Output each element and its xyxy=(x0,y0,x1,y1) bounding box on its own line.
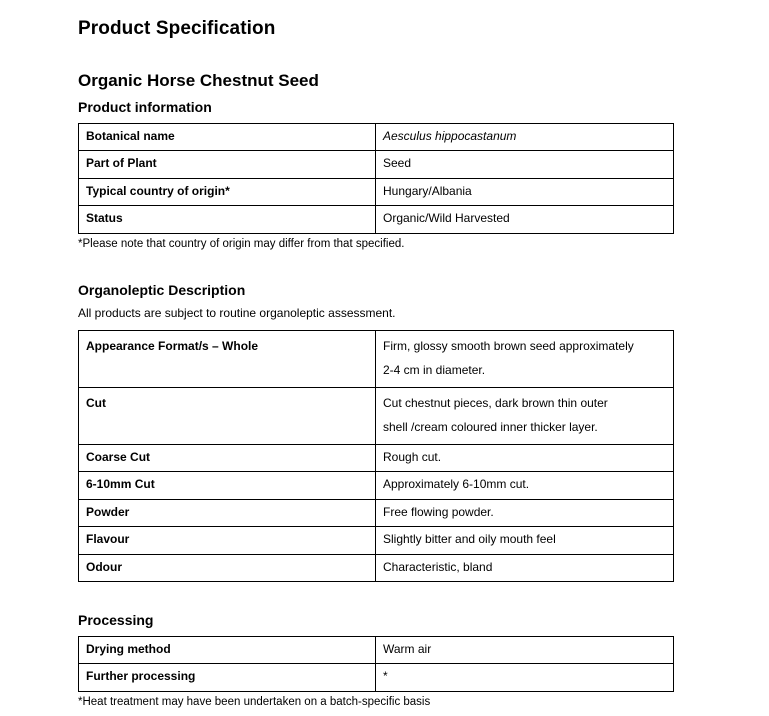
row-label xyxy=(79,388,376,445)
table-row xyxy=(79,123,674,150)
table-row xyxy=(79,151,674,178)
row-label: Status xyxy=(79,206,376,233)
table-row xyxy=(79,331,674,388)
row-value xyxy=(376,388,674,445)
row-label xyxy=(79,331,376,388)
page-title: Product Specification xyxy=(78,18,276,39)
row-value: Seed xyxy=(376,151,674,178)
row-label: Drying method xyxy=(79,636,376,663)
row-value-line: shell /cream coloured inner thicker layer. xyxy=(383,419,598,434)
row-label-line: Cut xyxy=(86,396,106,411)
row-value xyxy=(376,331,674,388)
row-value-line: Firm, glossy smooth brown seed approximately xyxy=(383,339,634,354)
row-label: Further processing xyxy=(79,664,376,691)
row-label: Typical country of origin* xyxy=(79,178,376,205)
row-value: Aesculus hippocastanum xyxy=(376,123,674,150)
section-heading-product-information: Product information xyxy=(78,99,212,116)
row-label: Powder xyxy=(79,499,376,526)
row-label: Botanical name xyxy=(79,123,376,150)
row-value-line: 2-4 cm in diameter. xyxy=(383,362,486,377)
organoleptic-table xyxy=(78,330,674,582)
table-row xyxy=(79,554,674,581)
product-information-table xyxy=(78,123,674,234)
table-row xyxy=(79,178,674,205)
row-label: Part of Plant xyxy=(79,151,376,178)
row-value: Warm air xyxy=(376,636,674,663)
row-label: Coarse Cut xyxy=(79,445,376,472)
product-information-footnote: *Please note that country of origin may differ from that specified. xyxy=(78,237,405,250)
row-label: 6-10mm Cut xyxy=(79,472,376,499)
section-heading-organoleptic: Organoleptic Description xyxy=(78,282,246,299)
organoleptic-intro: All products are subject to routine organoleptic assessment. xyxy=(78,305,396,320)
row-value: Approximately 6-10mm cut. xyxy=(376,472,674,499)
processing-footnote: *Heat treatment may have been undertaken on a batch-specific basis xyxy=(78,695,431,708)
table-row xyxy=(79,527,674,554)
table-row xyxy=(79,499,674,526)
row-label-line: Appearance Format/s – Whole xyxy=(86,339,259,354)
table-row xyxy=(79,388,674,445)
row-label: Odour xyxy=(79,554,376,581)
table-row xyxy=(79,664,674,691)
row-value: Slightly bitter and oily mouth feel xyxy=(376,527,674,554)
row-value: Characteristic, bland xyxy=(376,554,674,581)
row-value-line: Cut chestnut pieces, dark brown thin outer xyxy=(383,396,608,411)
row-label: Flavour xyxy=(79,527,376,554)
row-value: Free flowing powder. xyxy=(376,499,674,526)
table-row xyxy=(79,445,674,472)
table-row xyxy=(79,636,674,663)
row-value: Rough cut. xyxy=(376,445,674,472)
product-name: Organic Horse Chestnut Seed xyxy=(78,70,319,90)
table-row xyxy=(79,206,674,233)
section-heading-processing: Processing xyxy=(78,611,154,628)
row-value: Hungary/Albania xyxy=(376,178,674,205)
row-value: Organic/Wild Harvested xyxy=(376,206,674,233)
row-value: * xyxy=(376,664,674,691)
processing-table xyxy=(78,636,674,692)
table-row xyxy=(79,472,674,499)
